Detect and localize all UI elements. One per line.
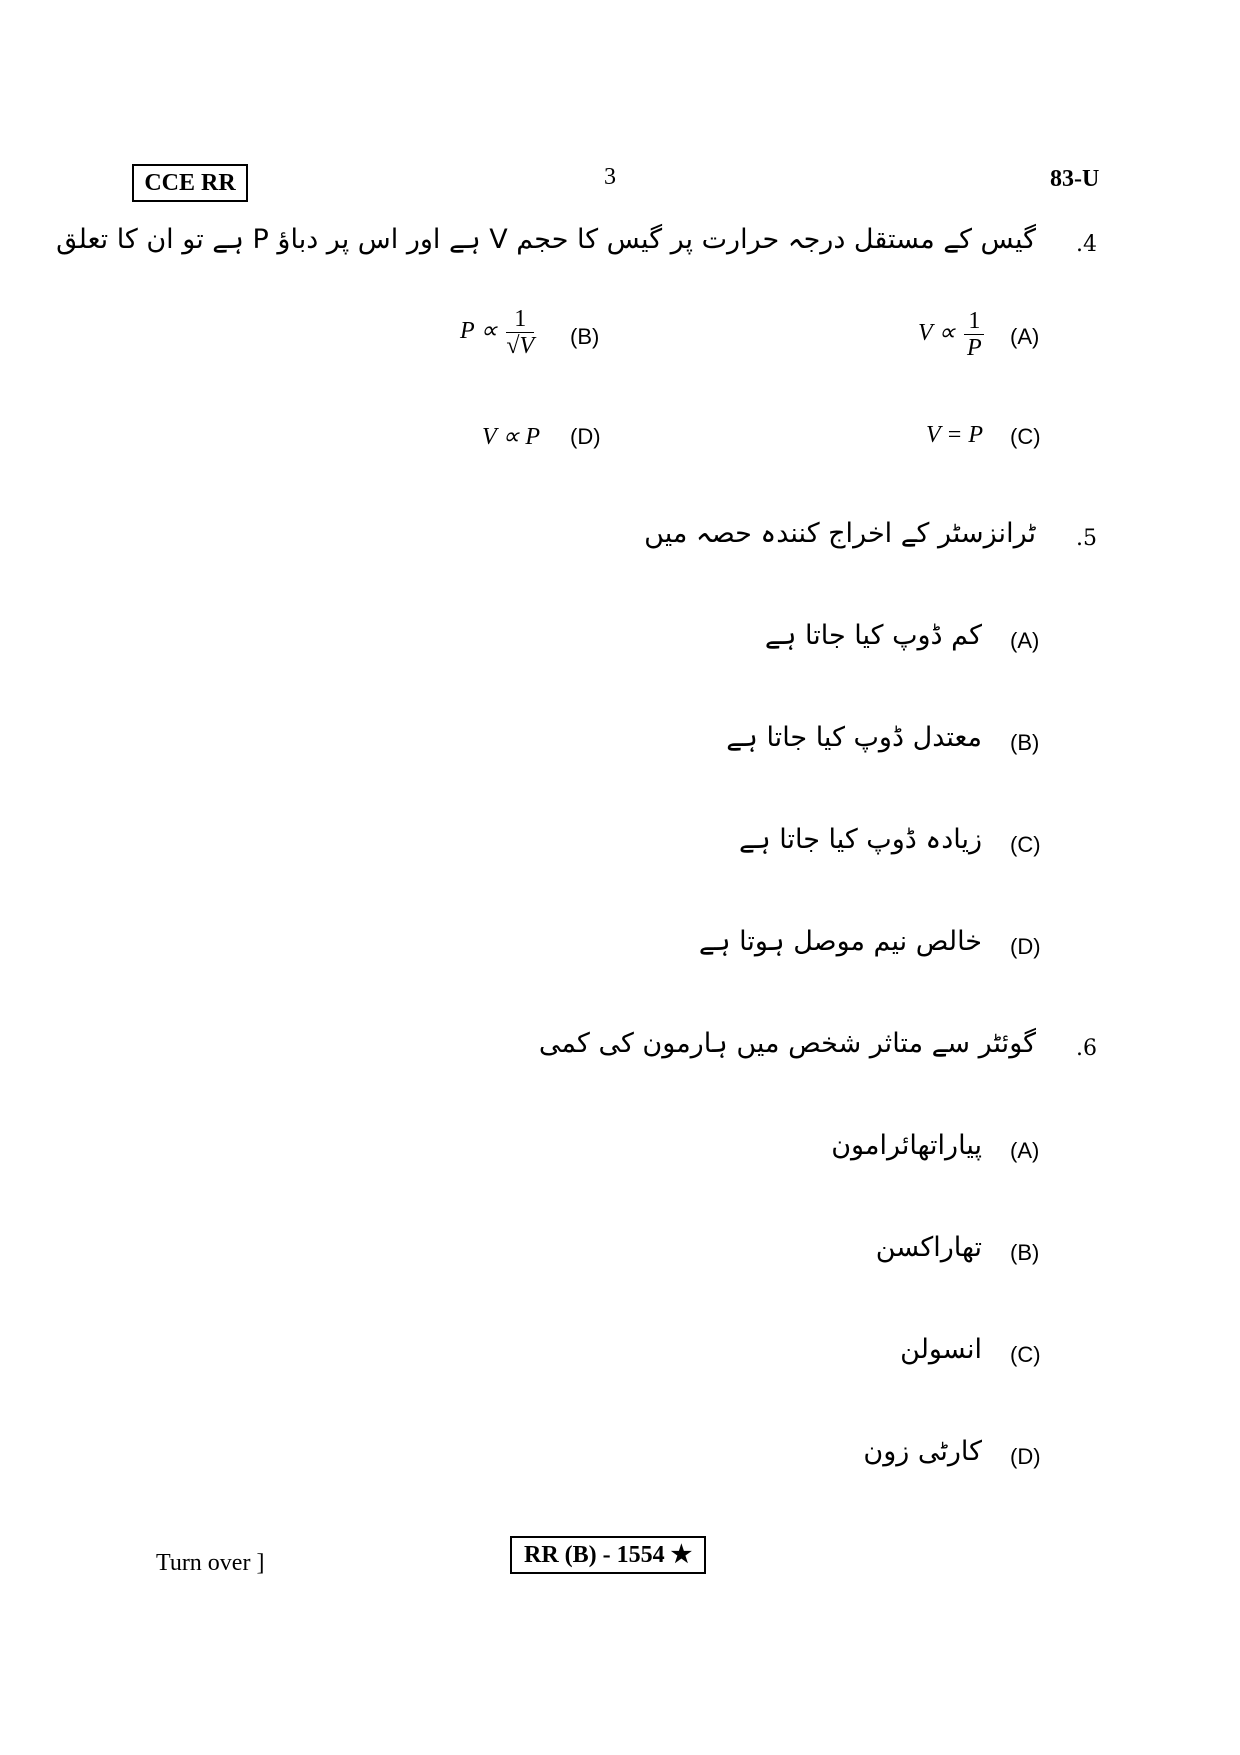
question-text: ٹرانزسٹر کے اخراج کنندہ حصہ میں <box>644 518 1036 549</box>
option-math-expression: V = P <box>926 422 984 448</box>
option-label: (A) <box>1010 324 1040 349</box>
question-number: .6 <box>1076 1036 1097 1061</box>
question-number: .4 <box>1076 232 1097 257</box>
option-label: (B) <box>570 324 600 349</box>
option-text: کم ڈوپ کیا جاتا ہے <box>764 620 982 651</box>
option-label: (B) <box>1010 730 1040 755</box>
option-label: (B) <box>1010 1240 1040 1265</box>
option-text: کارٹی زون <box>863 1436 982 1467</box>
option-text: انسولن <box>900 1334 982 1365</box>
question-number: .5 <box>1076 526 1097 551</box>
fraction <box>964 308 984 361</box>
option-math-expression <box>918 308 984 361</box>
page-number: 3 <box>604 164 616 190</box>
option-text: پیاراتھائرامون <box>831 1130 982 1161</box>
option-math-expression <box>460 306 534 359</box>
fraction <box>506 306 534 359</box>
footer-paper-code: RR (B) - 1554 ★ <box>510 1536 706 1574</box>
option-text: خالص نیم موصل ہوتا ہے <box>698 926 982 957</box>
question-text: گوئٹر سے متاثر شخص میں ہارمون کی کمی <box>538 1028 1036 1059</box>
question-text: گیس کے مستقل درجہ حرارت پر گیس کا حجم V ہے اور اس پر دباؤ P ہے تو ان کا تعلق <box>56 224 1036 255</box>
fraction-numerator: 1 <box>964 308 984 335</box>
option-label: (A) <box>1010 628 1040 653</box>
option-text: معتدل ڈوپ کیا جاتا ہے <box>726 722 982 753</box>
option-label: (C) <box>1010 424 1041 449</box>
fraction-denominator: √V <box>506 333 535 359</box>
option-label: (D) <box>570 424 601 449</box>
math-main: P ∝ <box>460 318 498 345</box>
header-box-label: CCE RR <box>132 164 248 202</box>
paper-code: 83-U <box>1050 166 1100 192</box>
option-text: زیادہ ڈوپ کیا جاتا ہے <box>739 824 982 855</box>
option-math-expression: V ∝ P <box>482 424 541 450</box>
fraction-numerator: 1 <box>506 306 534 333</box>
option-label: (D) <box>1010 1444 1041 1469</box>
option-label: (D) <box>1010 934 1041 959</box>
turn-over-note: Turn over ] <box>156 1550 265 1576</box>
fraction-denominator: P <box>967 335 982 361</box>
option-label: (A) <box>1010 1138 1040 1163</box>
option-label: (C) <box>1010 1342 1041 1367</box>
option-text: تھاراکسن <box>875 1232 982 1263</box>
option-label: (C) <box>1010 832 1041 857</box>
math-main: V ∝ <box>918 320 956 347</box>
